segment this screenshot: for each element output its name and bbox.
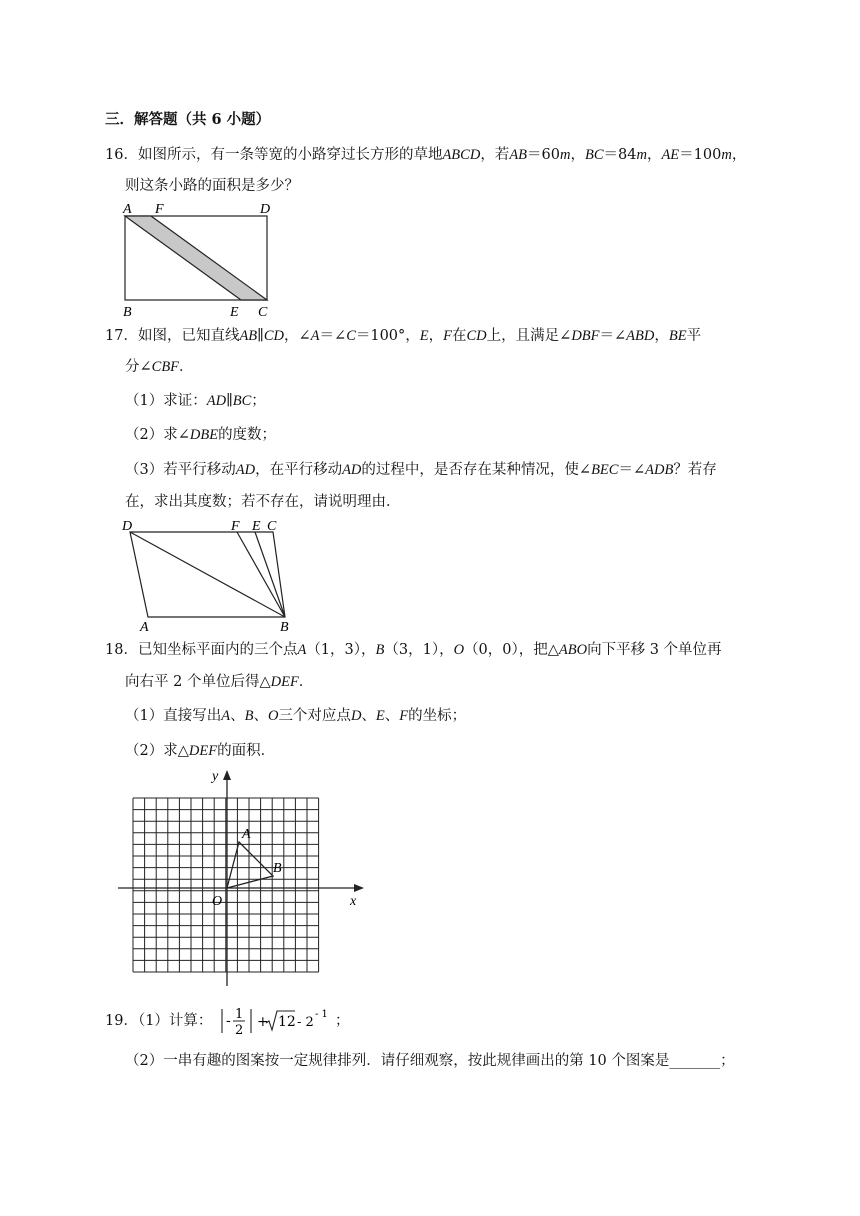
q18-var: O — [267, 708, 279, 724]
q17-var: AD∥BC — [206, 393, 252, 409]
label-b: B — [273, 861, 282, 876]
frac-denominator: 2 — [235, 1023, 244, 1036]
q16-unit: m — [559, 147, 571, 163]
q16-text: ， — [646, 147, 662, 163]
q17-var: AD — [342, 462, 362, 478]
q19-text: ； — [720, 1053, 735, 1069]
q19-sub2 — [125, 1051, 735, 1071]
path-strip — [125, 216, 267, 300]
label-f: F — [155, 202, 164, 217]
q18-text: 、 — [384, 708, 400, 724]
q17-text: ？若存 — [673, 462, 717, 478]
label-f: F — [231, 519, 240, 534]
q16-var: AE — [661, 147, 680, 163]
q17-var: BE — [668, 328, 687, 344]
q17-text: ，在平行移动 — [255, 462, 343, 478]
q17-text: ． — [179, 359, 194, 375]
q17-var: AD — [235, 462, 256, 478]
q17-text: ＝∠ — [599, 328, 627, 344]
label-b: B — [280, 620, 289, 635]
q17-var: DBF — [571, 328, 600, 344]
q17-var: CBF — [151, 359, 180, 375]
expr-minus: - — [226, 1013, 231, 1029]
q17-text: 在 — [452, 328, 467, 344]
label-c: C — [258, 305, 268, 320]
label-a: A — [123, 202, 132, 217]
q18-number: 18． — [105, 642, 138, 658]
q18-var: E — [375, 708, 385, 724]
q18-var: A — [297, 642, 307, 658]
q19-expression — [217, 1006, 335, 1036]
segment-db — [130, 532, 285, 617]
q17-sub1 — [125, 391, 266, 411]
label-b: B — [123, 305, 132, 320]
q17-var: A — [310, 328, 320, 344]
q17-text: （3）若平行移动 — [125, 462, 236, 478]
q19-sub1 — [105, 1006, 350, 1036]
q17-text: ，∠ — [284, 328, 311, 344]
label-o: O — [212, 894, 223, 909]
q17-var: ABD — [626, 328, 655, 344]
label-e: E — [252, 519, 261, 534]
q18-text: （1）直接写出 — [125, 708, 222, 724]
q18-sub2 — [125, 741, 275, 761]
label-e: E — [230, 305, 239, 320]
q17-text: （2）求∠ — [125, 427, 190, 443]
grid-lines — [133, 798, 319, 972]
q18-var: A — [221, 708, 231, 724]
q17-text: 上，且满足∠ — [486, 328, 572, 344]
q17-sub3-line1 — [125, 460, 717, 480]
q16-text: 如图所示，有一条等宽的小路穿过长方形的草地 — [137, 147, 443, 163]
q18-text: 三个对应点 — [278, 708, 351, 724]
q17-text: 的过程中，是否存在某种情况，使∠ — [361, 462, 592, 478]
label-d: D — [260, 202, 271, 217]
y-axis-arrow-icon — [223, 770, 231, 780]
q17-var: ADB — [645, 462, 674, 478]
q17-var: F — [443, 328, 453, 344]
q18-text: （1，3）， — [306, 642, 376, 658]
q17-var: CD — [466, 328, 487, 344]
q16-text: ， — [570, 147, 585, 163]
q18-text: 、 — [361, 708, 376, 724]
q17-sub2 — [125, 425, 276, 445]
q18-line1 — [105, 640, 722, 660]
q18-var: ABO — [558, 642, 588, 658]
q18-var: DEF — [270, 674, 299, 690]
q18-var: B — [244, 708, 254, 724]
q17-text: ＝∠ — [618, 462, 646, 478]
q16-unit: m — [636, 147, 647, 163]
label-y: y — [212, 769, 219, 784]
q18-text: 的坐标； — [408, 708, 467, 724]
q17-text: （1）求证： — [125, 393, 207, 409]
q18-text: 、 — [253, 708, 268, 724]
q16-figure — [115, 198, 280, 320]
q17-text: 如图，已知直线 — [137, 328, 240, 344]
q18-var: D — [350, 708, 362, 724]
q16-text: ，若 — [480, 147, 510, 163]
label-x: x — [350, 894, 357, 909]
expr-exponent: - 1 — [315, 1009, 328, 1020]
q16-var: ABCD — [442, 147, 481, 163]
q17-sub3-line2: 在，求出其度数；若不存在，请说明理由． — [125, 494, 401, 510]
q16-var: BC — [584, 147, 604, 163]
q17-line1 — [105, 326, 701, 346]
q17-text: 的度数； — [218, 427, 277, 443]
q18-var: O — [453, 642, 465, 658]
q18-coordinate-grid — [118, 768, 370, 990]
q18-text: 的面积． — [217, 743, 276, 759]
q17-var: AB∥CD — [239, 328, 285, 344]
q18-var: F — [399, 708, 409, 724]
q18-text: 向右平 2 个单位后得△ — [125, 674, 271, 690]
q16-text: ＝100 — [679, 147, 722, 163]
q18-text: 已知坐标平面内的三个点 — [137, 642, 298, 658]
q17-line2 — [125, 357, 194, 377]
triangle-abo — [227, 842, 273, 888]
q16-line1 — [105, 145, 746, 165]
q19-number: 19． — [105, 1013, 138, 1029]
segment-eb — [255, 532, 285, 617]
q17-text: ， — [654, 328, 669, 344]
answer-blank: _______ — [669, 1053, 721, 1069]
q17-var: DBE — [189, 427, 219, 443]
x-axis-arrow-icon — [354, 884, 364, 892]
label-c: C — [267, 519, 277, 534]
q17-text: ； — [251, 393, 266, 409]
q18-text: （3，1）， — [384, 642, 454, 658]
q17-number: 17． — [105, 328, 138, 344]
expr-plus: + — [257, 1014, 269, 1030]
q17-text: 平 — [686, 328, 702, 344]
q18-line2 — [125, 672, 313, 692]
q17-text: ＝∠ — [319, 328, 347, 344]
sqrt-argument: 12 — [278, 1014, 296, 1030]
q19-text: ； — [335, 1013, 350, 1029]
q18-var: B — [375, 642, 385, 658]
q18-text: 向下平移 3 个单位再 — [587, 642, 722, 658]
frac-numerator: 1 — [235, 1007, 244, 1022]
q16-line2: 则这条小路的面积是多少？ — [125, 178, 299, 194]
q17-figure — [115, 515, 300, 635]
q16-var: AB — [509, 147, 528, 163]
q17-text: 分∠ — [125, 359, 152, 375]
label-a: A — [242, 827, 251, 842]
q16-text: ＝60 — [527, 147, 560, 163]
q19-text: （2）一串有趣的图案按一定规律排列．请仔细观察，按此规律画出的第 10 个图案是 — [125, 1053, 670, 1069]
expr-tail: - 2 — [297, 1015, 314, 1030]
q16-number: 16． — [105, 147, 138, 163]
q19-text: （1）计算： — [137, 1013, 213, 1029]
q17-text: ＝100°， — [355, 328, 420, 344]
q16-text: ＝84 — [603, 147, 637, 163]
q18-sub1 — [125, 706, 466, 726]
q18-text: 、 — [230, 708, 245, 724]
section-header: 三．解答题（共 6 小题） — [105, 111, 271, 128]
q18-var: DEF — [188, 743, 218, 759]
q17-var: E — [419, 328, 429, 344]
q18-text: （0，0），把△ — [464, 642, 559, 658]
q17-var: BEC — [591, 462, 619, 478]
label-a: A — [140, 620, 149, 635]
q16-unit: m — [721, 147, 732, 163]
q18-text: （2）求△ — [125, 743, 189, 759]
q18-text: ． — [298, 674, 314, 690]
label-d: D — [122, 519, 133, 534]
q17-text: ， — [428, 328, 444, 344]
q17-var: C — [346, 328, 356, 344]
q16-text: ， — [731, 147, 747, 163]
